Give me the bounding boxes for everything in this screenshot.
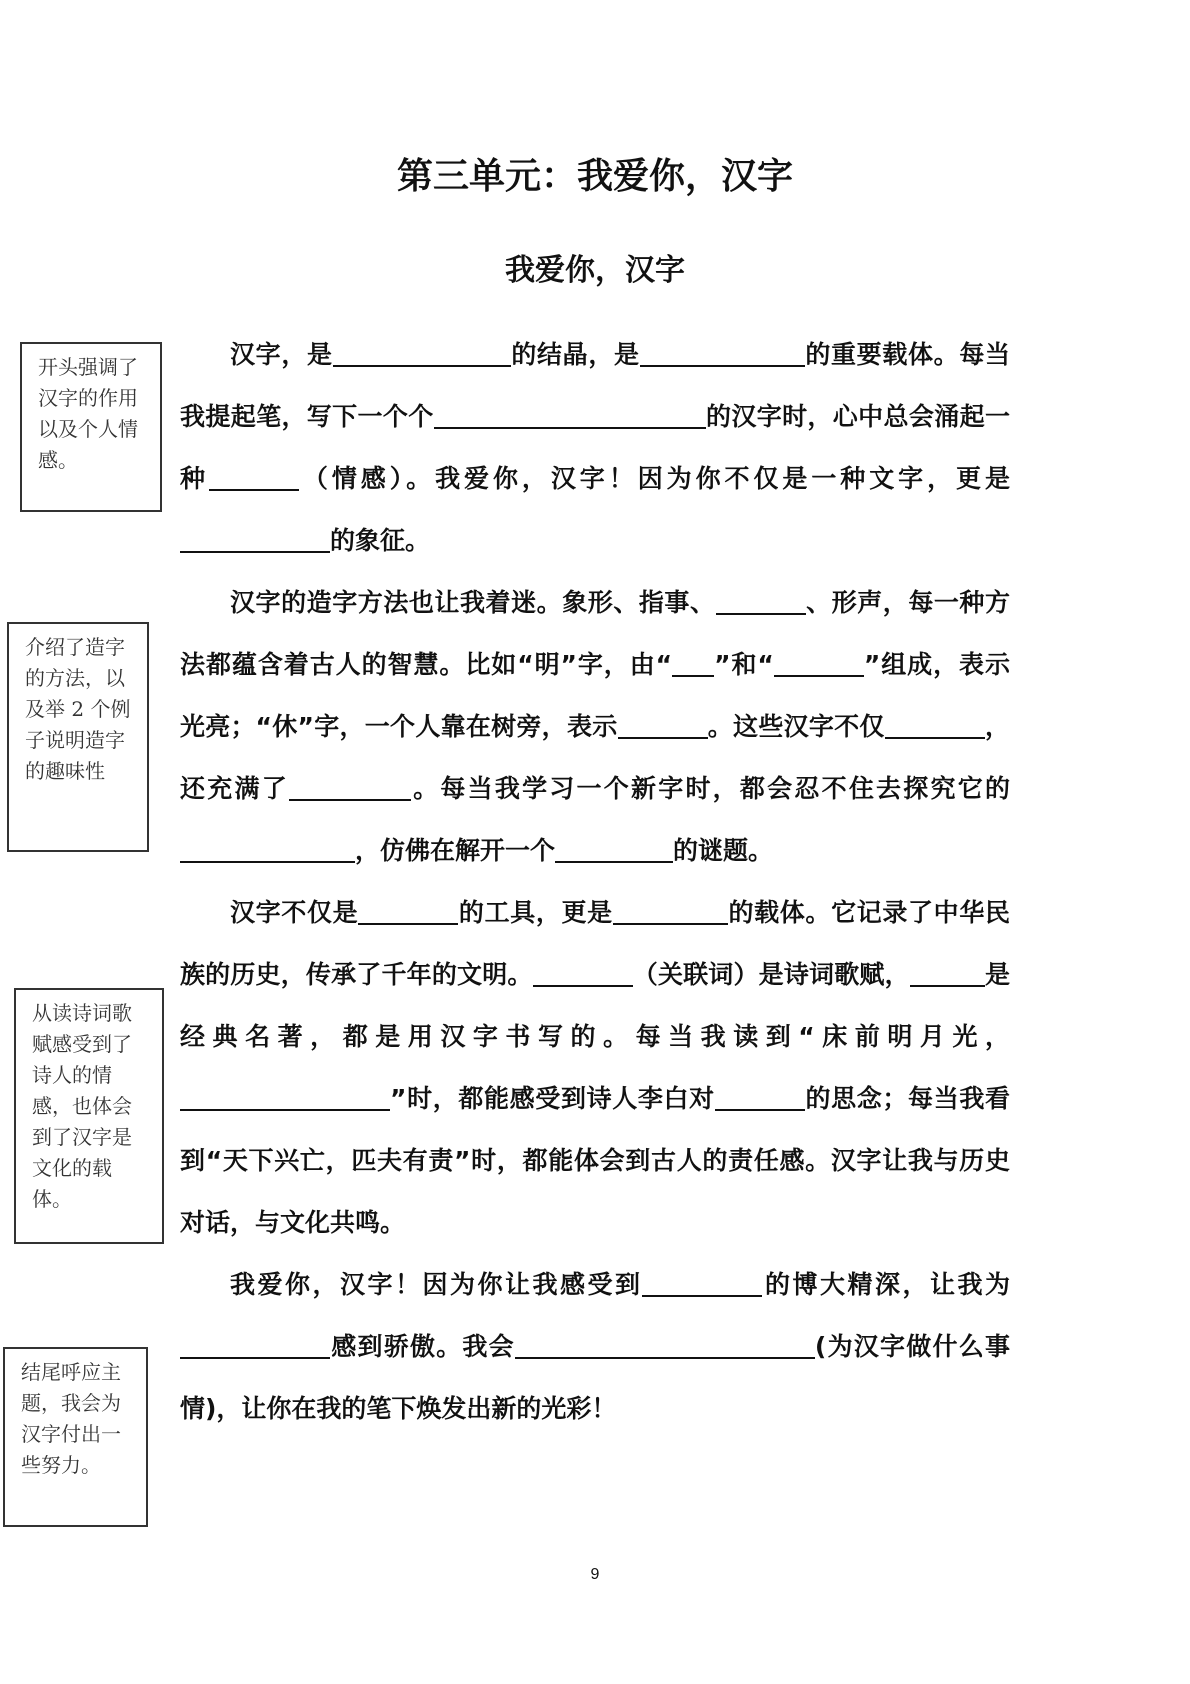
text-segment: ”组成，表示光亮；“休”字，一个人靠在树旁，表示 (180, 650, 1010, 741)
fill-blank[interactable] (774, 650, 864, 677)
text-segment: ”时，都能感受到诗人李白对 (390, 1084, 715, 1113)
text-segment: 的工具，更是 (458, 898, 613, 927)
text-segment: ，还充满了 (180, 712, 1010, 803)
text-segment: 的结晶，是 (510, 340, 640, 369)
page-number: 9 (590, 1566, 600, 1583)
margin-note-3: 从读诗词歌赋感受到了诗人的情感，也体会到了汉字是文化的载体。 (14, 988, 164, 1244)
text-segment: 。每当我学习一个新字时，都会忍不住去探究它的 (410, 774, 1010, 803)
text-segment: 的博大精深，让我为 (762, 1270, 1010, 1299)
unit-title: 第三单元：我爱你，汉字 (396, 156, 793, 197)
fill-blank[interactable] (642, 1270, 762, 1297)
text-segment: 感到骄傲。我会 (330, 1332, 515, 1361)
fill-blank[interactable] (672, 650, 714, 677)
text-segment: 汉字不仅是 (230, 898, 359, 927)
paragraph-1 (180, 324, 1010, 572)
text-segment: 。这些汉字不仅 (707, 712, 885, 741)
fill-blank[interactable] (715, 1084, 805, 1111)
fill-blank[interactable] (640, 340, 805, 367)
margin-note-4: 结尾呼应主题，我会为汉字付出一些努力。 (3, 1347, 148, 1527)
text-segment: 的思念；每当我看到“天下兴亡，匹夫有责”时，都能体会到古人的责任感。汉字让我与历史对话，与文化共鸣。 (180, 1084, 1010, 1237)
fill-blank[interactable] (333, 340, 511, 367)
text-segment: （情感）。我爱你，汉字！因为你不仅是一种文字，更是 (298, 464, 1010, 493)
fill-blank[interactable] (180, 1332, 330, 1359)
text-segment: 汉字，是 (230, 340, 333, 369)
text-segment: (为汉字做什么事情)，让你在我的笔下焕发出新的光彩！ (180, 1332, 1010, 1423)
text-segment: （关联词）是诗词歌赋， (632, 960, 910, 989)
text-segment: ”和“ (714, 650, 774, 679)
fill-blank[interactable] (555, 836, 673, 863)
text-segment: 的汉字时，心中总会涌起一种 (180, 402, 1010, 493)
margin-note-1: 开头强调了汉字的作用以及个人情感。 (20, 342, 162, 512)
fill-blank[interactable] (618, 712, 708, 739)
essay-title: 我爱你，汉字 (505, 253, 685, 288)
essay-body (180, 324, 1010, 1440)
fill-blank[interactable] (434, 402, 706, 429)
text-segment: 的象征。 (330, 526, 431, 555)
fill-blank[interactable] (358, 898, 458, 925)
fill-blank[interactable] (515, 1332, 815, 1359)
paragraph-3 (180, 882, 1010, 1254)
fill-blank[interactable] (910, 960, 985, 987)
text-segment: ，仿佛在解开一个 (355, 836, 556, 865)
text-segment: 的重要载体。每当我提起笔，写下一个个 (180, 340, 1010, 431)
fill-blank[interactable] (180, 526, 330, 553)
fill-blank[interactable] (180, 836, 355, 863)
text-segment: 、形声，每一种方法都蕴含着古人的智慧。比如“明”字，由“ (180, 588, 1010, 679)
fill-blank[interactable] (180, 1084, 390, 1111)
paragraph-4 (180, 1254, 1010, 1440)
text-segment: 的载体。它记录了中华民族的历史，传承了千年的文明。 (180, 898, 1010, 989)
text-segment: 的谜题。 (673, 836, 774, 865)
text-segment: 是经典名著，都是用汉字书写的。每当我读到“床前明月光， (180, 960, 1010, 1051)
fill-blank[interactable] (533, 960, 633, 987)
fill-blank[interactable] (716, 588, 806, 615)
fill-blank[interactable] (209, 464, 299, 491)
paragraph-2 (180, 572, 1010, 882)
fill-blank[interactable] (289, 774, 411, 801)
fill-blank[interactable] (613, 898, 728, 925)
fill-blank[interactable] (885, 712, 985, 739)
text-segment: 我爱你，汉字！因为你让我感受到 (230, 1270, 643, 1299)
margin-note-2: 介绍了造字的方法，以及举 2 个例子说明造字的趣味性 (7, 622, 149, 852)
text-segment: 汉字的造字方法也让我着迷。象形、指事、 (230, 588, 716, 617)
